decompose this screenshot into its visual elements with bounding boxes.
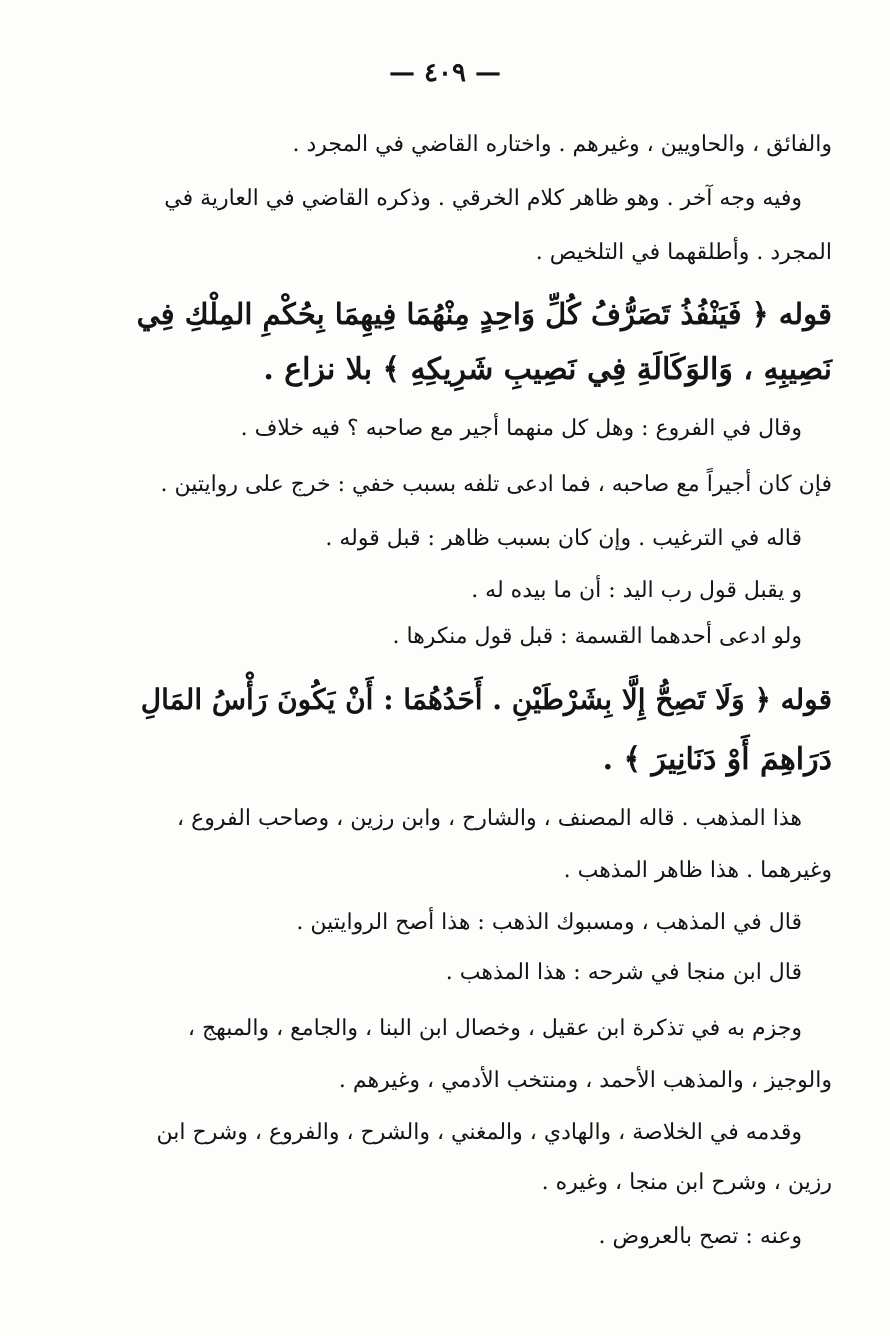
text-line-1: والفائق ، والحاويين ، وغيرهم . واختاره القاضي في المجرد . [292,132,832,157]
quote-line-4: دَرَاهِمَ أَوْ دَنَانِيرَ ﴾ . [602,742,832,777]
quote-line-2: نَصِيبِهِ ، وَالوَكَالَةِ فِي نَصِيبِ شَرِيكِهِ ﴾ بلا نزاع . [263,352,832,387]
text-line-3: المجرد . وأطلقهما في التلخيص . [535,240,832,265]
text-line-10: ولو ادعى أحدهما القسمة : قبل قول منكرها . [392,624,802,649]
text-line-13: هذا المذهب . قاله المصنف ، والشارح ، وابن رزين ، وصاحب الفروع ، [177,806,802,831]
quote-line-3: قوله ﴿ وَلَا تَصِحُّ إِلَّا بِشَرْطَيْنِ . أَحَدُهُمَا : أَنْ يَكُونَ رَأْسُ المَالِ [140,683,832,716]
text-line-15: قال في المذهب ، ومسبوك الذهب : هذا أصح الروايتين . [296,910,802,935]
text-line-19: وقدمه في الخلاصة ، والهادي ، والمغني ، والشرح ، والفروع ، وشرح ابن [156,1120,802,1145]
text-line-16: قال ابن منجا في شرحه : هذا المذهب . [445,960,802,985]
text-line-14: وغيرهما . هذا ظاهر المذهب . [563,858,832,883]
text-line-17: وجزم به في تذكرة ابن عقيل ، وخصال ابن البنا ، والجامع ، والمبهج ، [187,1016,802,1041]
text-line-6: وقال في الفروع : وهل كل منهما أجير مع صاحبه ؟ فيه خلاف . [240,416,802,441]
text-line-7: فإن كان أجيراً مع صاحبه ، فما ادعى تلفه بسبب خفي : خرج على روايتين . [160,472,832,497]
text-line-20: رزين ، وشرح ابن منجا ، وغيره . [541,1170,832,1195]
page-number: — ٤٠٩ — [388,58,502,88]
quote-line-1: قوله ﴿ فَيَنْفُذُ تَصَرُّفُ كُلِّ وَاحِدٍ مِنْهُمَا فِيهِمَا بِحُكْمِ المِلْكِ فِي [136,297,832,331]
text-line-9: و يقبل قول رب اليد : أن ما بيده له . [471,578,802,603]
text-line-21: وعنه : تصح بالعروض . [598,1224,802,1249]
text-line-18: والوجيز ، والمذهب الأحمد ، ومنتخب الأدمي ، وغيرهم . [338,1068,832,1093]
text-line-2: وفيه وجه آخر . وهو ظاهر كلام الخرقي . وذكره القاضي في العارية في [164,186,802,211]
text-line-8: قاله في الترغيب . وإن كان بسبب ظاهر : قبل قوله . [325,526,802,551]
